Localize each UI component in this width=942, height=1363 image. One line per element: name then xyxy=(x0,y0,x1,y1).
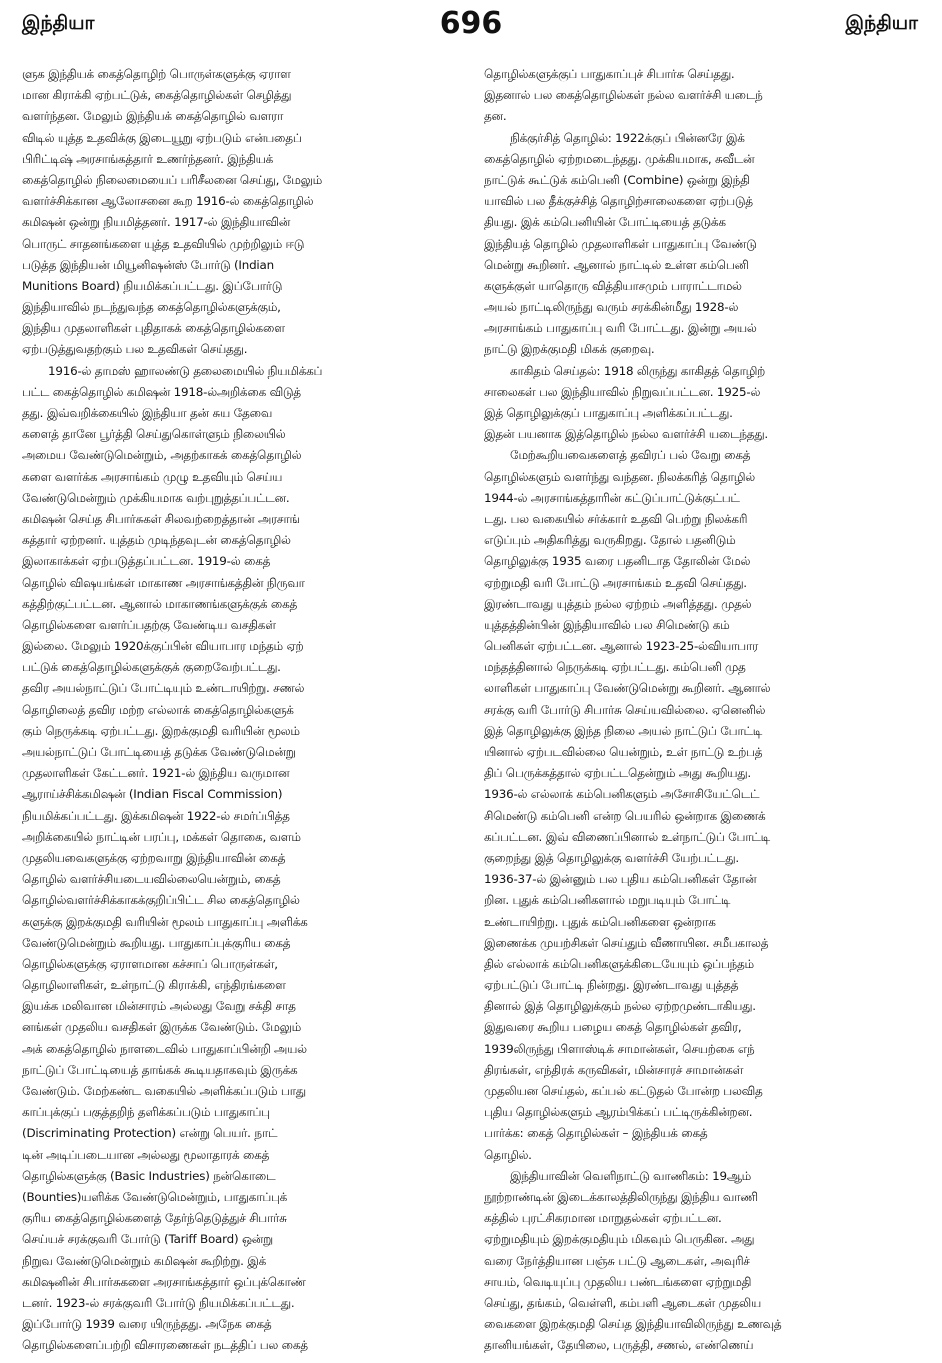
text-line: இதனால் பல கைத்தொழில்கள் நல்ல வளர்ச்சி யடைந் xyxy=(484,88,763,103)
text-line: வேண்டுமென்றும் முக்கியமாக வற்புறுத்தப்பட்டன. xyxy=(22,490,290,505)
text-line: கத்தில் புரட்சிகரமான மாறுதல்கள் ஏற்பட்டன. xyxy=(484,1211,722,1226)
text-line: படுத்த இந்தியன் மியூனிஷன்ஸ் போர்டு (Indian xyxy=(22,257,274,272)
text-line: மேற்கூறியவைகளைத் தவிரப் பல் வேறு கைத் xyxy=(510,448,751,463)
text-line: தொழில் விஷயங்கள் மாகாண அரசாங்கத்தின் நிருவா xyxy=(22,575,305,590)
text-line: கமிஷன் ஒன்று நியமித்தனர். 1917-ல் இந்தியாவின் xyxy=(22,215,291,230)
text-line: வைகளை இறக்குமதி செய்த இந்தியாவிலிருந்து உணவுத் xyxy=(484,1317,782,1332)
text-line: சிமெண்டு கம்பெனி என்ற பெயரில் ஒன்றாக இணைக் xyxy=(484,808,766,823)
text-line: அயல்நாட்டுப் போட்டியைத் தடுக்க வேண்டுமென்று xyxy=(22,745,296,759)
text-line: றின. புதுக் கம்பெனிகளால் மறுபடியும் போட்டி xyxy=(484,893,731,908)
text-line: நிறுவ வேண்டுமென்றும் கமிஷன் கூறிற்று. இக் xyxy=(22,1253,267,1268)
text-line: கமிஷனின் சிபார்சுகளை அரசாங்கத்தார் ஒப்புக்கொண் xyxy=(22,1274,306,1289)
text-line: டின் அடிப்படையான அல்லது மூலாதாரக் கைத் xyxy=(22,1147,270,1162)
text-line: பெனிகள் ஏற்பட்டன. ஆனால் 1923-25-ல்வியாபார xyxy=(484,639,759,654)
text-line: யுத்தத்தின்பின் இந்தியாவில் பல சிமெண்டு கம் xyxy=(484,617,730,632)
text-line: இந்திய முதலாளிகள் புதிதாகக் கைத்தொழில்களை xyxy=(22,321,285,336)
text-line: இரண்டாவது யுத்தம் நல்ல ஏற்றம் அளித்தது. முதல் xyxy=(484,596,752,611)
text-line: தொழில்களைப்பற்றி விசாரணைகள் நடத்திப் பல கைத் xyxy=(22,1338,308,1353)
text-line: இல்லை. மேலும் 1920க்குப்பின் வியாபார மந்தம் ஏற் xyxy=(22,639,304,654)
text-line: இந்தியத் தொழில் முதலாளிகள் பாதுகாப்பு வேண்டு xyxy=(484,236,757,251)
text-line: தொழில்களும் வளர்ந்து வந்தன. நிலக்கரித் தொழில் xyxy=(484,469,755,484)
text-line: பிரிட்டிஷ் அரசாங்கத்தார் உணர்ந்தனர். இந்தியக் xyxy=(22,151,274,166)
text-line: வேண்டுமென்றும் கூறியது. பாதுகாப்புக்குரிய கைத் xyxy=(22,935,291,950)
text-line: ஏற்பட்டுப் போட்டி நின்றது. இரண்டாவது யுத்தத் xyxy=(484,978,739,993)
text-line: முதலியன செய்தல், கப்பல் கட்டுதல் போன்ற பலவித xyxy=(484,1084,763,1098)
text-line: இதுவரை கூறிய பழைய கைத் தொழில்கள் தவிர, xyxy=(484,1020,742,1035)
text-line: தவிர அயல்நாட்டுப் போட்டியும் உண்டாயிற்று. சணல் xyxy=(22,681,305,696)
text-line: நூற்றாண்டின் இடைக்காலத்திலிருந்து இந்திய வாணி xyxy=(484,1189,758,1204)
running-head-left: இந்தியா xyxy=(22,12,95,34)
text-line: பட்டுக் கைத்தொழில்களுக்குக் குறைவேற்பட்டது. xyxy=(22,660,281,675)
text-line: னங்கள் முதலிய வசதிகள் இருக்க வேண்டும். மேலும் xyxy=(22,1020,302,1035)
text-line: விடில் யுத்த உதவிக்கு இடையூறு ஏற்படும் என்பதைப் xyxy=(22,130,302,145)
text-line: ஏற்படுத்துவதற்கும் பல உதவிகள் செய்தது. xyxy=(22,342,248,357)
text-line: ளுக இந்தியக் கைத்தொழிற் பொருள்களுக்கு ஏராள xyxy=(22,67,291,81)
text-line: Munitions Board) நியமிக்கப்பட்டது. இப்போர்டு xyxy=(22,278,283,293)
text-line: கத்தார் ஏற்றனர். யுத்தம் முடிந்தவுடன் கைத்தொழில் xyxy=(22,533,291,548)
text-line: தொழில் வளர்ச்சியடையவில்லையென்றும், கைத் xyxy=(22,872,281,887)
text-line: 1916-ல் தாமஸ் ஹாலண்டு தலைமையில் நியமிக்கப் xyxy=(48,363,323,378)
text-line: தினால் இத் தொழிலுக்கும் நல்ல ஏற்றமுண்டாகியது. xyxy=(484,999,756,1014)
text-line: களுக்குள் யாதொரு வித்தியாசமும் பாராட்டாமல் xyxy=(484,278,742,293)
text-line: யாவில் பல தீக்குச்சித் தொழிற்சாலைகளை ஏற்படுத் xyxy=(484,194,753,209)
text-line: தொழில்களை வளர்ப்பதற்கு வேண்டிய வசதிகள் xyxy=(22,617,276,632)
text-line: தொழில்களுக்குப் பாதுகாப்புச் சிபார்சு செய்தது. xyxy=(484,67,735,81)
text-line: திப் பெருக்கத்தால் ஏற்பட்டதென்றும் அது கூறியது. xyxy=(484,766,751,781)
text-line: முதலியவைகளுக்கு ஏற்றவாறு இந்தியாவின் கைத் xyxy=(22,850,286,865)
text-line: மென்று கூறினர். ஆனால் நாட்டில் உள்ள கம்பெனி xyxy=(484,257,749,272)
text-line: 1939லிருந்து பிளாஸ்டிக் சாமான்கள், செயற்கை எந் xyxy=(484,1041,755,1056)
text-line: தியது. இக் கம்பெனியின் போட்டியைத் தடுக்க xyxy=(484,215,726,230)
text-line: பட்ட கைத்தொழில் கமிஷன் 1918-ல்அறிக்கை விடுத் xyxy=(22,384,301,399)
text-line: தது. இவ்வறிக்கையில் இந்தியா தன் சுய தேவை xyxy=(22,406,273,420)
text-line: தொழில்களுக்கு ஏராளமான கச்சாப் பொருள்கள், xyxy=(22,956,278,971)
text-line: அக் கைத்தொழில் நாளடைவில் பாதுகாப்பின்றி அயல் xyxy=(22,1041,307,1056)
left-column xyxy=(22,64,460,1354)
text-line: 1936-ல் எல்லாக் கம்பெனிகளும் அசோசியேட்டெட் xyxy=(484,787,760,802)
text-line: நாட்டுக் கூட்டுக் கம்பெனி (Combine) ஒன்று இந்தி xyxy=(484,172,750,187)
text-line: வளர்ச்சிக்கான ஆலோசனை கூற 1916-ல் கைத்தொழில் xyxy=(22,194,314,209)
text-line: எடுப்பும் அதிகரித்து வருகிறது. தோல் பதனிடும் xyxy=(484,533,736,548)
text-line: குரிய கைத்தொழில்களைத் தேர்ந்தெடுத்துச் சிபார்சு xyxy=(22,1211,287,1226)
text-line: உண்டாயிற்று. புதுக் கம்பெனிகளை ஒன்றாக xyxy=(484,914,716,929)
text-line: ஆராய்ச்சிக்கமிஷன் (Indian Fiscal Commission) xyxy=(22,787,283,802)
text-line: களுக்கு இறக்குமதி வரியின் மூலம் பாதுகாப்பு அளிக்க xyxy=(22,914,308,929)
text-line: காப்புக்குப் பகுத்தறிந் தளிக்கப்படும் பாதுகாப்பு xyxy=(22,1105,270,1120)
text-line: தொழிலைத் தவிர மற்ற எல்லாக் கைத்தொழில்களுக் xyxy=(22,702,294,717)
text-line: பார்க்க: கைத் தொழில்கள் – இந்தியக் கைத் xyxy=(484,1126,708,1141)
text-line: கும் நெருக்கடி ஏற்பட்டது. இறக்குமதி வரியின் மூலம் xyxy=(22,723,300,738)
text-line: கமிஷன் செய்த சிபார்சுகள் சிலவற்றைத்தான் அரசாங் xyxy=(22,511,300,526)
text-line: செய்து, தங்கம், வெள்ளி, கம்பளி ஆடைகள் முதலிய xyxy=(484,1295,761,1310)
text-line: தொழில்வளர்ச்சிக்காகக்குறிப்பிட்ட சில கைத்தொழில் xyxy=(22,893,300,908)
text-line: டனர். 1923-ல் சரக்குவரி போர்டு நியமிக்கப்பட்டது. xyxy=(22,1295,295,1310)
text-line: ஏற்றுமதியும் இறக்குமதியும் மிகவும் பெருகின. அது xyxy=(484,1232,755,1247)
text-line: களைத் தானே பூர்த்தி செய்துகொள்ளும் நிலையில் xyxy=(22,427,286,442)
text-line: தொழிலாளிகள், உள்நாட்டு கிராக்கி, எந்திரங்களை xyxy=(22,978,286,993)
text-line: சரக்கு வரி போர்டு சிபார்சு செய்யவில்லை. ஏனெனில் xyxy=(484,702,766,717)
page-header xyxy=(0,0,942,52)
text-line: 1936-37-ல் இன்னும் பல புதிய கம்பெனிகள் தோன் xyxy=(484,872,757,887)
text-line: சாயம், வெடியுப்பு முதலிய பண்டங்களை ஏற்றுமதி xyxy=(484,1274,752,1289)
text-line: அமைய வேண்டுமென்றும், அதற்காகக் கைத்தொழில் xyxy=(22,448,302,463)
text-line: அரசாங்கம் பாதுகாப்பு வரி போட்டது. இன்று அயல் xyxy=(484,321,757,336)
text-line: அயல் நாட்டிலிருந்து வரும் சரக்கின்மீது 1928-ல் xyxy=(484,300,739,315)
text-line: மான கிராக்கி ஏற்பட்டுக், கைத்தொழில்கள் செழித்து xyxy=(22,88,292,103)
text-line: திரங்கள், எந்திரக் கருவிகள், மின்சாரச் சாமான்கள் xyxy=(484,1062,744,1077)
text-line: கைத்தொழில் நிலைமையைப் பரிசீலனை செய்து, மேலும் xyxy=(22,172,322,187)
text-line: இத் தொழிலுக்குப் பாதுகாப்பு அளிக்கப்பட்டது. xyxy=(484,406,733,420)
text-line: இலாகாக்கள் ஏற்படுத்தப்பட்டன. 1919-ல் கைத் xyxy=(22,554,271,569)
text-line: (Bounties)யளிக்க வேண்டுமென்றும், பாதுகாப்புக் xyxy=(22,1189,288,1204)
text-line: வேண்டும். மேற்கண்ட வகையில் அளிக்கப்படும் பாது xyxy=(22,1084,306,1098)
text-line: தொழில்களுக்கு (Basic Industries) நன்கொடை xyxy=(22,1168,276,1183)
text-line: கப்பட்டன. இவ் விணைப்பினால் உள்நாட்டுப் போட்டி xyxy=(484,829,770,844)
text-line: சாலைகள் பல இந்தியாவில் நிறுவப்பட்டன. 1925-ல் xyxy=(484,384,761,399)
text-line: கைத்தொழில் ஏற்றமடைந்தது. முக்கியமாக, சுவீடன் xyxy=(484,151,755,166)
text-line: தொழிலுக்கு 1935 வரை பதனிடாத தோலின் மேல் xyxy=(484,554,751,569)
text-line: நாட்டு இறக்குமதி மிகக் குறைவு. xyxy=(484,342,655,357)
text-line: அறிக்கையில் நாட்டின் பரப்பு, மக்கள் தொகை, வளம் xyxy=(22,829,301,844)
text-line: இப்போர்டு 1939 வரை யிருந்தது. அநேக கைத் xyxy=(22,1317,272,1332)
text-line: வரை நேர்த்தியான பஞ்சு பட்டு ஆடைகள், அவுரிச் xyxy=(484,1253,750,1268)
text-line: காகிதம் செய்தல்: 1918 லிருந்து காகிதத் தொழிற் xyxy=(510,363,766,378)
text-line: லாளிகள் பாதுகாப்பு வேண்டுமென்று கூறினர். ஆனால் xyxy=(484,681,771,696)
text-line: இதன் பயனாக இத்தொழில் நல்ல வளர்ச்சி யடைந்தது. xyxy=(484,427,768,442)
text-line: நாட்டுப் போட்டியைத் தாங்கக் கூடியதாகவும் இருக்க xyxy=(22,1062,298,1077)
page-number: 696 xyxy=(439,6,503,41)
text-line: யினால் ஏற்படவில்லை யென்றும், உள் நாட்டு உற்பத் xyxy=(484,745,763,759)
text-line: புதிய தொழில்களும் ஆரம்பிக்கப் பட்டிருக்கின்றன. xyxy=(484,1105,753,1120)
text-line: இணைக்க முயற்சிகள் செய்தும் வீணாயின. சமீபகாலத் xyxy=(484,935,769,950)
text-line: தன. xyxy=(484,109,507,124)
text-line: தில் எல்லாக் கம்பெனிகளுக்கிடையேயும் ஒப்பந்தம் xyxy=(484,956,754,971)
text-line: மந்தத்தினால் நெருக்கடி ஏற்பட்டது. கம்பெனி முத xyxy=(484,660,746,675)
text-line: நிக்குர்சித் தொழில்: 1922க்குப் பின்னரே இக் xyxy=(510,130,745,145)
text-line: கத்திற்குட்பட்டன. ஆனால் மாகாணங்களுக்குக் கைத் xyxy=(22,596,298,611)
text-line: இந்தியாவில் நடந்துவந்த கைத்தொழில்களுக்கும், xyxy=(22,300,281,315)
text-line: இத் தொழிலுக்கு இந்த நிலை அயல் நாட்டுப் போட்டி xyxy=(484,723,763,738)
text-line: இயக்க மலிவான மின்சாரம் அல்லது வேறு சக்தி சாத xyxy=(22,999,296,1014)
text-line: 1944-ல் அரசாங்கத்தாரின் கட்டுப்பாட்டுக்குட்பட் xyxy=(484,490,740,505)
text-line: களை வளர்க்க அரசாங்கம் முழு உதவியும் செய்ய xyxy=(22,469,283,484)
text-line: ஏற்றுமதி வரி போட்டு அரசாங்கம் உதவி செய்தது. xyxy=(484,575,747,590)
text-line: டது. பல வகையில் சர்க்கார் உதவி பெற்று நிலக்கரி xyxy=(484,511,748,526)
text-line: முதலாளிகள் கேட்டனர். 1921-ல் இந்திய வருமான xyxy=(22,766,290,781)
text-line: (Discriminating Protection) என்று பெயர். நாட் xyxy=(22,1126,278,1141)
text-line: வளர்ந்தன. மேலும் இந்தியக் கைத்தொழில் வளரா xyxy=(22,109,284,124)
text-line: பொருட் சாதனங்களை யுத்த உதவியில் முற்றிலும் ஈடு xyxy=(22,236,305,251)
text-line: இந்தியாவின் வெளிநாட்டு வாணிகம்: 19ஆம் xyxy=(510,1168,752,1183)
running-head-right: இந்தியா xyxy=(845,12,918,34)
text-line: தொழில். xyxy=(484,1147,532,1162)
text-line: தானியங்கள், தேயிலை, பருத்தி, சணல், எண்ணெய் xyxy=(484,1338,754,1353)
text-line: குறைந்து இத் தொழிலுக்கு வளர்ச்சி யேற்பட்டது. xyxy=(484,850,739,865)
text-line: நியமிக்கப்பட்டது. இக்கமிஷன் 1922-ல் சமர்ப்பித்த xyxy=(22,808,290,823)
text-line: செய்யச் சரக்குவரி போர்டு (Tariff Board) ஒன்று xyxy=(22,1232,273,1247)
right-column xyxy=(484,64,922,1354)
